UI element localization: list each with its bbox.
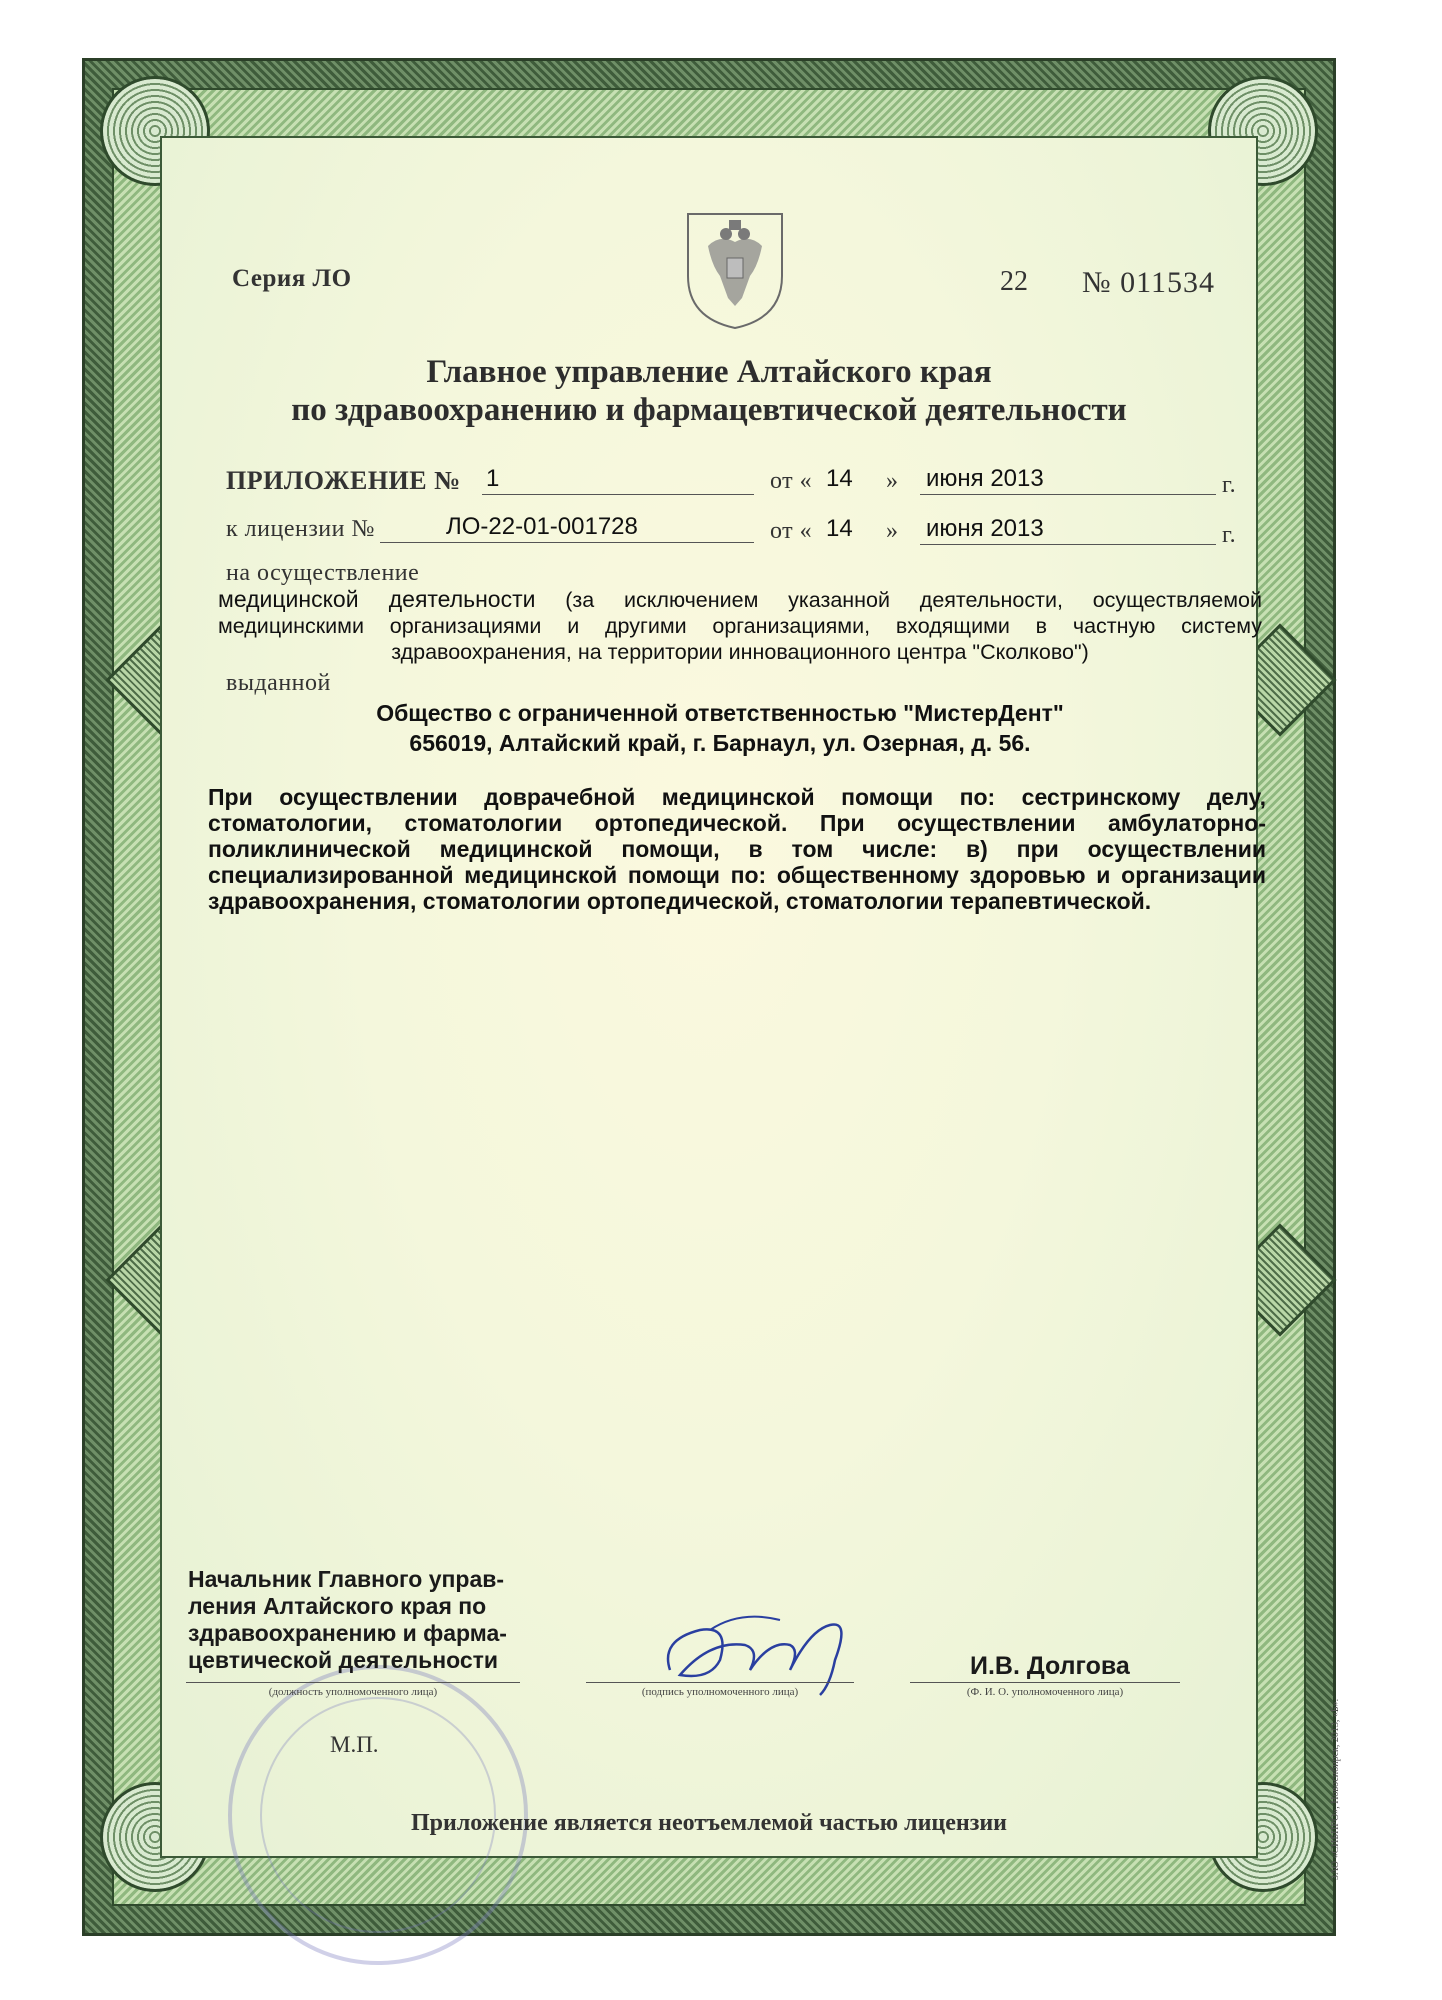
activity-main: медицинской деятельности	[218, 586, 536, 612]
underline	[482, 494, 754, 495]
license-label: к лицензии №	[226, 516, 375, 542]
underline	[380, 542, 754, 543]
appendix-number: 1	[486, 465, 500, 492]
document-number: № 011534	[1082, 266, 1216, 299]
signer-name: И.В. Долгова	[970, 1652, 1130, 1680]
signer-position-line3: здравоохранению и фарма-	[188, 1620, 507, 1646]
authority-title-line2: по здравоохранению и фармацевтической деятельности	[291, 392, 1127, 428]
signer-position-line1: Начальник Главного управ-	[188, 1566, 505, 1592]
license-number: ЛО-22-01-001728	[446, 513, 638, 540]
license-from-label: от «	[770, 518, 813, 544]
activity-label: на осуществление	[226, 560, 420, 586]
region-code: 22	[1000, 266, 1028, 297]
name-caption: (Ф. И. О. уполномоченного лица)	[966, 1686, 1124, 1698]
underline	[910, 1682, 1180, 1683]
seal-label: М.П.	[330, 1732, 379, 1757]
underline	[920, 544, 1216, 545]
footer-note: Приложение является неотъемлемой частью лицензии	[410, 1810, 1008, 1836]
position-caption: (должность уполномоченного лица)	[268, 1686, 438, 1698]
handwritten-signature-icon	[650, 1600, 870, 1700]
license-day: 14	[826, 515, 853, 542]
license-close-quote: »	[886, 518, 899, 544]
activity-details: (за исключением указанной деятельности, осуществляемой медицинскими организациями и другими организациями, входящими в частную систему здравоохранения, на территории инновационного центра "Сколково")	[218, 588, 1262, 664]
activity-text	[218, 586, 1262, 665]
services-text: При осуществлении доврачебной медицинской помощи по: сестринскому делу, стоматологии, стоматологии ортопедической. При осуществлении амбулаторно-поликлинической медицинской помощи, в том числе: в) при осуществлении специализированной медицинской помощи по: общественному здоровью и организации здравоохранения, стоматологии ортопедической, стоматологии терапевтической.	[208, 784, 1266, 914]
license-year-suffix: г.	[1222, 522, 1237, 548]
underline	[920, 494, 1216, 495]
underline	[586, 1682, 854, 1683]
underline	[186, 1682, 520, 1683]
organization-address: 656019, Алтайский край, г. Барнаул, ул. Озерная, д. 56.	[409, 730, 1031, 756]
authority-title-line1: Главное управление Алтайского края	[426, 354, 992, 390]
signer-position-line4: цевтической деятельности	[188, 1647, 499, 1673]
appendix-label: ПРИЛОЖЕНИЕ №	[226, 466, 461, 495]
series-label: Серия ЛО	[232, 265, 352, 292]
appendix-year-suffix: г.	[1222, 472, 1237, 498]
appendix-close-quote: »	[886, 468, 899, 494]
coat-of-arms-icon	[680, 206, 790, 332]
appendix-from-label: от «	[770, 468, 813, 494]
printer-note: ЗАО «СИБПРО», Новосибирск, 2013, «Б».	[1330, 1698, 1341, 1880]
issued-label: выданной	[226, 670, 331, 696]
signer-position-line2: ления Алтайского края по	[188, 1593, 487, 1619]
organization-name: Общество с ограниченной ответственностью "МистерДент"	[376, 700, 1064, 726]
appendix-day: 14	[826, 465, 853, 492]
signer-position	[188, 1566, 518, 1674]
signature-caption: (подпись уполномоченного лица)	[641, 1686, 799, 1698]
appendix-date: июня 2013	[926, 465, 1044, 492]
license-date: июня 2013	[926, 515, 1044, 542]
